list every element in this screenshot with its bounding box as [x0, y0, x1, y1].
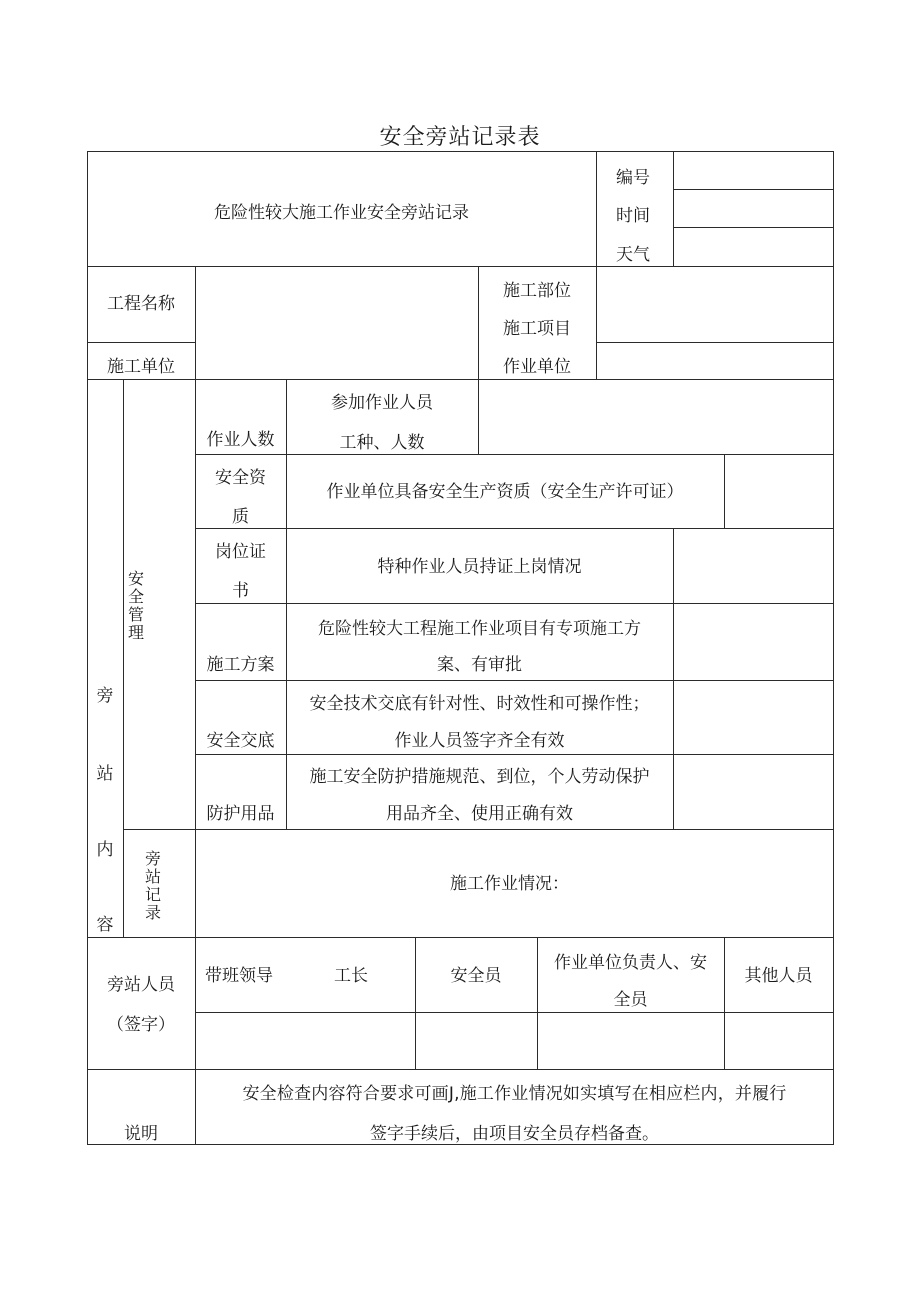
- shift-leader-header: 带班领导: [205, 966, 273, 986]
- unit-head-header-1: 作业单位负责人、安: [554, 953, 707, 973]
- qualification-check[interactable]: [725, 455, 833, 528]
- safety-officer-header: 安全员: [450, 966, 502, 986]
- plan-detail-2: 案、有审批: [437, 655, 522, 675]
- signers-label-1: 旁站人员: [107, 975, 175, 995]
- work-unit-label: 作业单位: [503, 357, 571, 377]
- note-label: 说明: [124, 1124, 158, 1144]
- note-text-2: 签字手续后，由项目安全员存档备查。: [370, 1124, 659, 1144]
- plan-label: 施工方案: [206, 655, 275, 675]
- safety-management-label: 安全管理: [127, 569, 144, 642]
- signature-safety-officer[interactable]: [416, 1013, 537, 1069]
- qualification-label-2: 质: [232, 507, 249, 527]
- workers-label: 作业人数: [206, 430, 275, 450]
- project-name-label: 工程名称: [107, 294, 175, 314]
- certificate-detail: 特种作业人员持证上岗情况: [377, 557, 582, 577]
- construction-unit-label: 施工单位: [107, 357, 175, 377]
- unit-head-header-2: 全员: [613, 990, 648, 1010]
- signature-leader-foreman[interactable]: [196, 1013, 415, 1069]
- work-status-field[interactable]: [196, 830, 833, 937]
- workers-detail-1: 参加作业人员: [331, 393, 433, 413]
- number-field[interactable]: [674, 152, 833, 189]
- certificate-check[interactable]: [674, 529, 833, 603]
- oversight-record-label: 旁站记录: [144, 849, 161, 922]
- briefing-label: 安全交底: [206, 731, 275, 751]
- construction-item-label: 施工项目: [503, 319, 571, 339]
- protection-check[interactable]: [674, 755, 833, 829]
- briefing-detail-2: 作业人员签字齐全有效: [394, 731, 565, 751]
- weather-field[interactable]: [674, 228, 833, 266]
- work-status-label: 施工作业情况：: [450, 874, 569, 894]
- plan-detail-1: 危险性较大工程施工作业项目有专项施工方: [318, 619, 641, 639]
- workers-detail-2: 工种、人数: [339, 433, 425, 453]
- foreman-header: 工长: [334, 966, 368, 986]
- signature-others[interactable]: [725, 1013, 833, 1069]
- time-field[interactable]: [674, 190, 833, 227]
- protection-detail-1: 施工安全防护措施规范、到位，个人劳动保护: [309, 767, 650, 787]
- page-title: 安全旁站记录表: [379, 125, 541, 150]
- signature-unit-head[interactable]: [538, 1013, 724, 1069]
- project-name-field[interactable]: [196, 267, 478, 379]
- weather-label: 天气: [616, 245, 650, 265]
- plan-check[interactable]: [674, 604, 833, 680]
- protection-label: 防护用品: [206, 804, 275, 824]
- protection-detail-2: 用品齐全、使用正确有效: [386, 804, 573, 824]
- certificate-label-1: 岗位证: [215, 542, 266, 562]
- workers-field[interactable]: [479, 380, 833, 454]
- others-header: 其他人员: [744, 966, 813, 986]
- qualification-detail: 作业单位具备安全生产资质（安全生产许可证）: [326, 482, 684, 502]
- construction-part-label: 施工部位: [503, 281, 571, 301]
- briefing-detail-1: 安全技术交底有针对性、时效性和可操作性；: [309, 694, 650, 714]
- note-text-1: 安全检查内容符合要求可画J,施工作业情况如实填写在相应栏内，并履行: [242, 1084, 787, 1104]
- certificate-label-2: 书: [232, 581, 249, 601]
- construction-part-field[interactable]: [597, 267, 833, 342]
- time-label: 时间: [616, 206, 650, 226]
- record-title: 危险性较大施工作业安全旁站记录: [214, 203, 469, 223]
- briefing-check[interactable]: [674, 681, 833, 754]
- number-label: 编号: [616, 168, 650, 188]
- qualification-label-1: 安全资: [215, 468, 266, 488]
- signers-label-2: （签字）: [107, 1015, 175, 1035]
